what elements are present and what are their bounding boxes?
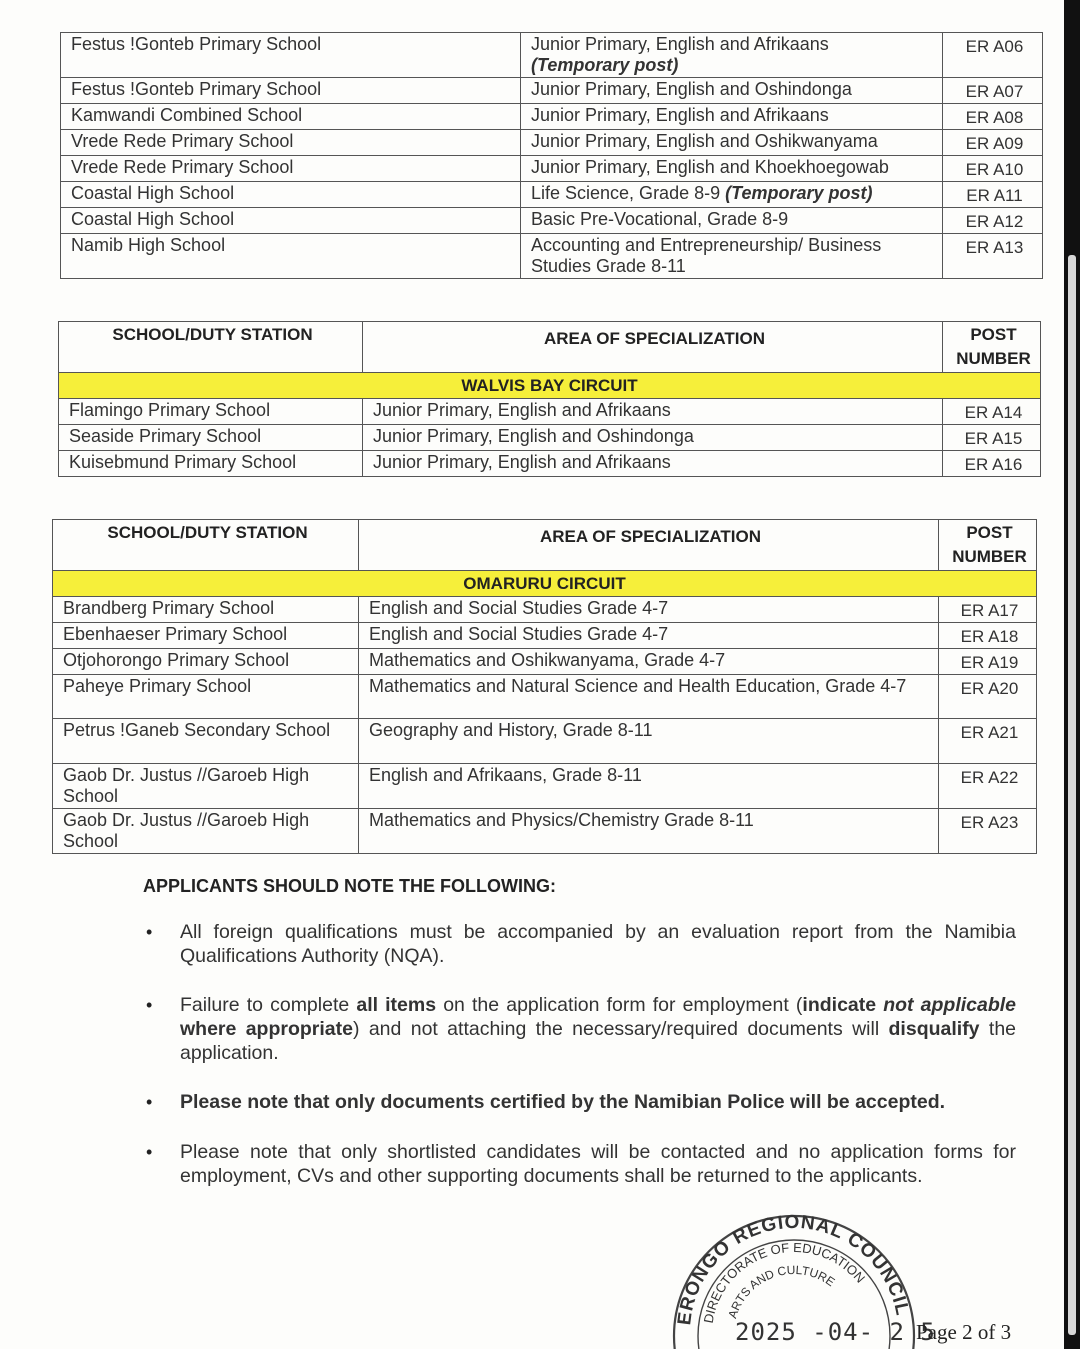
note-emphasis: all items (356, 994, 437, 1016)
table-row (53, 809, 1037, 854)
school-cell: Otjohorongo Primary School (53, 649, 359, 675)
post-number-cell: ER A12 (943, 208, 1043, 234)
post-number-cell: ER A20 (939, 675, 1037, 719)
specialization-cell (521, 104, 943, 130)
school-cell: Vrede Rede Primary School (61, 130, 521, 156)
post-number-cell: ER A17 (939, 597, 1037, 623)
post-number-cell: ER A06 (943, 33, 1043, 78)
temporary-post-note: (Temporary post) (531, 55, 679, 75)
specialization-cell (521, 182, 943, 208)
vacancy-table-omaruru (52, 519, 1037, 854)
header-area: AREA OF SPECIALIZATION (359, 520, 939, 571)
table-body (59, 399, 1041, 477)
specialization-cell (521, 78, 943, 104)
stamp-inner-text: ARTS AND CULTURE (725, 1262, 838, 1321)
page-number: Page 2 of 3 (916, 1320, 1012, 1344)
specialization-text: Junior Primary, English and Oshikwanyama (531, 131, 878, 151)
post-number-cell: ER A11 (943, 182, 1043, 208)
post-number-cell: ER A08 (943, 104, 1043, 130)
specialization-text: Mathematics and Oshikwanyama, Grade 4-7 (369, 650, 726, 670)
header-area: AREA OF SPECIALIZATION (363, 322, 943, 373)
school-cell: Petrus !Ganeb Secondary School (53, 719, 359, 764)
specialization-text: Geography and History, Grade 8-11 (369, 720, 653, 740)
table-body (53, 597, 1037, 854)
specialization-cell (521, 130, 943, 156)
specialization-text: Mathematics and Natural Science and Health Education, Grade 4-7 (369, 676, 907, 696)
table-row (61, 130, 1043, 156)
table-row (61, 182, 1043, 208)
specialization-cell (359, 675, 939, 719)
note-text: ) and not attaching the necessary/required documents will (352, 1018, 889, 1040)
circuit-row (53, 571, 1037, 597)
post-number-cell: ER A21 (939, 719, 1037, 764)
school-cell: Festus !Gonteb Primary School (61, 78, 521, 104)
circuit-label: WALVIS BAY CIRCUIT (59, 373, 1041, 399)
school-cell: Festus !Gonteb Primary School (61, 33, 521, 78)
post-number-cell: ER A14 (943, 399, 1041, 425)
circuit-row (59, 373, 1041, 399)
notes-heading: APPLICANTS SHOULD NOTE THE FOLLOWING: (143, 876, 556, 896)
bullet-icon: • (146, 1092, 153, 1112)
table-row (53, 649, 1037, 675)
viewer-edge (1064, 0, 1080, 1349)
school-cell: Namib High School (61, 234, 521, 279)
bullet-icon: • (146, 995, 153, 1015)
specialization-text: Life Science, Grade 8-9 (531, 183, 721, 203)
specialization-cell (521, 208, 943, 234)
school-cell: Paheye Primary School (53, 675, 359, 719)
table-header-row (59, 322, 1041, 373)
post-number-cell: ER A22 (939, 764, 1037, 809)
post-number-cell: ER A13 (943, 234, 1043, 279)
specialization-cell (363, 451, 943, 477)
school-cell: Seaside Primary School (59, 425, 363, 451)
specialization-cell (359, 809, 939, 854)
note-emphasis: disqualify (888, 1018, 980, 1040)
stamp-date: 2025 -04- 2 5 (735, 1318, 936, 1346)
note-foreign-qualifications: All foreign qualifications must be accompanied by an evaluation report from the Namibia Qualifications Authority (NQA). (180, 921, 1016, 967)
school-cell: Gaob Dr. Justus //Garoeb High School (53, 809, 359, 854)
school-cell: Coastal High School (61, 208, 521, 234)
vacancy-table-walvis-bay (58, 321, 1041, 477)
specialization-cell (359, 649, 939, 675)
note-disqualify (180, 993, 1016, 1065)
school-cell: Gaob Dr. Justus //Garoeb High School (53, 764, 359, 809)
post-number-cell: ER A23 (939, 809, 1037, 854)
note-certified-documents: Please note that only documents certified by the Namibian Police will be accepted. (180, 1091, 946, 1113)
specialization-text: English and Social Studies Grade 4-7 (369, 624, 669, 644)
specialization-text: Accounting and Entrepreneurship/ Business Studies Grade 8-11 (531, 235, 882, 276)
note-shortlisted: Please note that only shortlisted candidates will be contacted and no application forms for employment, CVs and other supporting documents shall be returned to the applicants. (180, 1141, 1016, 1187)
school-cell: Ebenhaeser Primary School (53, 623, 359, 649)
specialization-text: Mathematics and Physics/Chemistry Grade 8-11 (369, 810, 754, 830)
specialization-text: Junior Primary, English and Khoekhoegowab (531, 157, 889, 177)
bullet-icon: • (146, 922, 153, 942)
post-number-cell: ER A16 (943, 451, 1041, 477)
table-row (61, 104, 1043, 130)
table-row (59, 451, 1041, 477)
school-cell: Vrede Rede Primary School (61, 156, 521, 182)
specialization-cell (359, 764, 939, 809)
specialization-text: English and Afrikaans, Grade 8-11 (369, 765, 642, 785)
table-row (53, 675, 1037, 719)
table-row (53, 764, 1037, 809)
circuit-label: OMARURU CIRCUIT (53, 571, 1037, 597)
table-row (61, 33, 1043, 78)
stamp-outer-text: ERONGO REGIONAL COUNCIL (674, 1212, 913, 1327)
table-row (59, 399, 1041, 425)
temporary-post-note: (Temporary post) (725, 183, 873, 203)
specialization-text: Junior Primary, English and Afrikaans (373, 452, 671, 472)
table-row (61, 156, 1043, 182)
specialization-cell (359, 623, 939, 649)
school-cell: Flamingo Primary School (59, 399, 363, 425)
post-number-cell: ER A09 (943, 130, 1043, 156)
header-school: SCHOOL/DUTY STATION (59, 322, 363, 373)
specialization-cell (359, 719, 939, 764)
note-text: on the application form for employment ( (436, 994, 803, 1016)
school-cell: Kuisebmund Primary School (59, 451, 363, 477)
specialization-cell (363, 425, 943, 451)
post-number-cell: ER A10 (943, 156, 1043, 182)
note-emphasis: not applicable (883, 994, 1017, 1016)
header-post: POST NUMBER (939, 520, 1037, 571)
post-number-cell: ER A15 (943, 425, 1041, 451)
vacancy-table-continued (60, 32, 1043, 279)
table-header-row (53, 520, 1037, 571)
table-row (53, 719, 1037, 764)
school-cell: Coastal High School (61, 182, 521, 208)
post-number-cell: ER A07 (943, 78, 1043, 104)
stamp-mid-text: DIRECTORATE OF EDUCATION (700, 1239, 869, 1325)
table-row (59, 425, 1041, 451)
note-emphasis: where appropriate (180, 1018, 353, 1040)
note-text: Failure to complete (180, 994, 357, 1016)
header-school: SCHOOL/DUTY STATION (53, 520, 359, 571)
note-text: the application. (180, 1018, 1017, 1064)
post-number-cell: ER A18 (939, 623, 1037, 649)
specialization-text: Junior Primary, English and Afrikaans (531, 34, 829, 54)
specialization-text: Junior Primary, English and Oshindonga (531, 79, 852, 99)
specialization-text: Junior Primary, English and Oshindonga (373, 426, 694, 446)
specialization-text: Junior Primary, English and Afrikaans (531, 105, 829, 125)
specialization-cell (359, 597, 939, 623)
school-cell: Kamwandi Combined School (61, 104, 521, 130)
table-row (61, 208, 1043, 234)
table-body (61, 33, 1043, 279)
specialization-text: Junior Primary, English and Afrikaans (373, 400, 671, 420)
post-number-cell: ER A19 (939, 649, 1037, 675)
note-emphasis: indicate (802, 994, 884, 1016)
bullet-icon: • (146, 1142, 153, 1162)
specialization-cell (521, 33, 943, 78)
specialization-cell (521, 234, 943, 279)
scrollbar[interactable] (1068, 255, 1076, 1335)
table-row (61, 78, 1043, 104)
table-row (53, 623, 1037, 649)
specialization-text: English and Social Studies Grade 4-7 (369, 598, 669, 618)
table-row (61, 234, 1043, 279)
header-post: POST NUMBER (943, 322, 1041, 373)
school-cell: Brandberg Primary School (53, 597, 359, 623)
specialization-text: Basic Pre-Vocational, Grade 8-9 (531, 209, 789, 229)
specialization-cell (363, 399, 943, 425)
specialization-cell (521, 156, 943, 182)
table-row (53, 597, 1037, 623)
